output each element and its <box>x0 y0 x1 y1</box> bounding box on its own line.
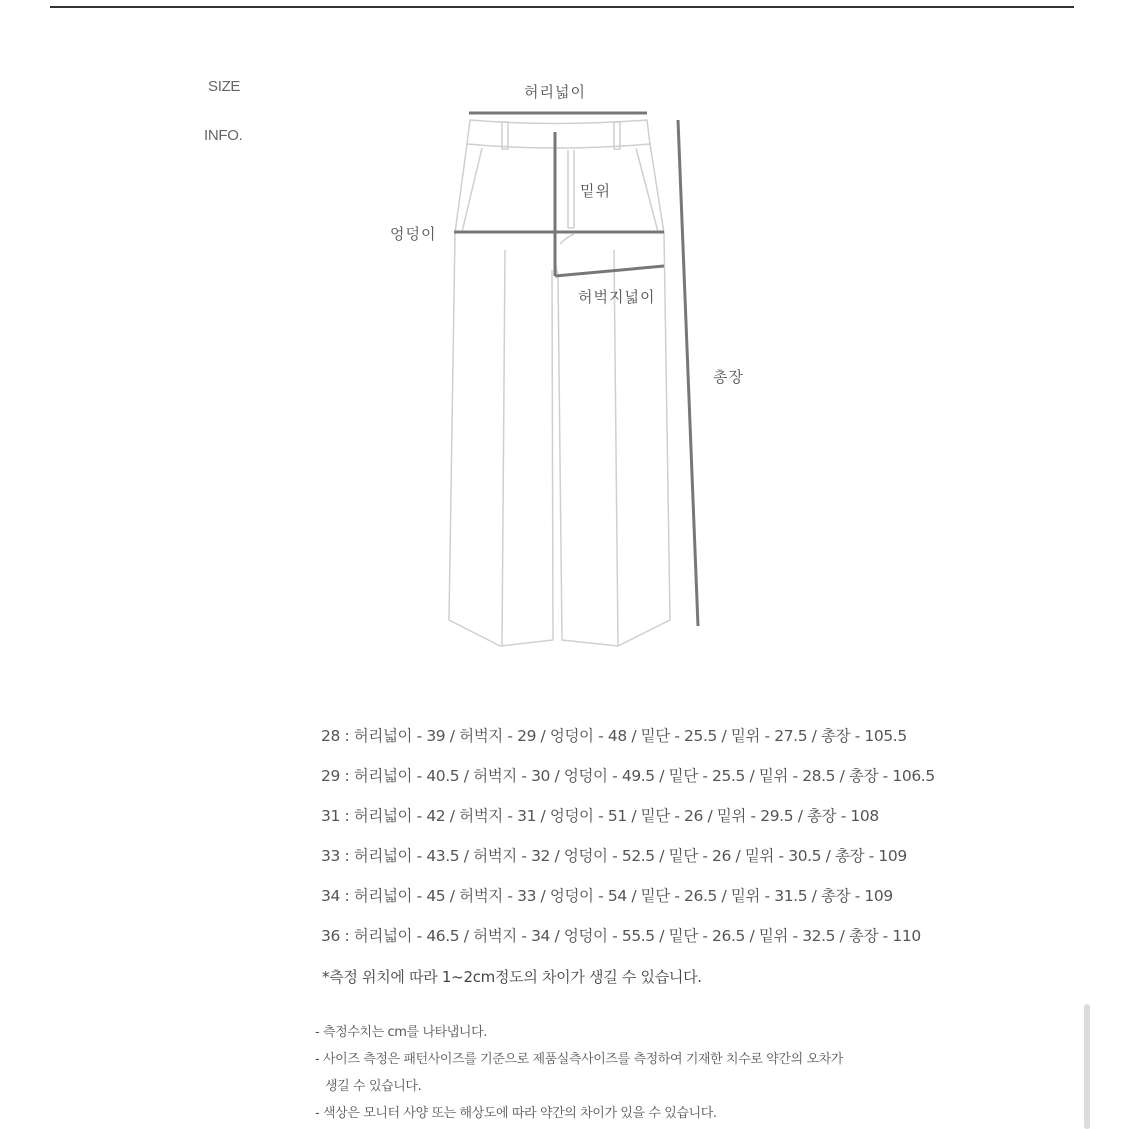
note-line-measure: - 사이즈 측정은 패턴사이즈를 기준으로 제품실측사이즈를 측정하여 기재한 치수로 약간의 오차가 <box>315 1052 843 1067</box>
note-line-measure-cont: 생길 수 있습니다. <box>325 1079 422 1094</box>
section-title-info: INFO. <box>204 127 243 144</box>
label-rise: 밑위 <box>580 182 611 200</box>
measurement-note: *측정 위치에 따라 1~2cm정도의 차이가 생길 수 있습니다. <box>322 968 702 986</box>
label-waist-width: 허리넓이 <box>524 83 586 101</box>
size-row-31: 31 : 허리넓이 - 42 / 허벅지 - 31 / 엉덩이 - 51 / 밑단 - 26 / 밑위 - 29.5 / 총장 - 108 <box>321 807 879 825</box>
size-row-28: 28 : 허리넓이 - 39 / 허벅지 - 29 / 엉덩이 - 48 / 밑단 - 25.5 / 밑위 - 27.5 / 총장 - 105.5 <box>321 727 907 745</box>
size-row-33: 33 : 허리넓이 - 43.5 / 허벅지 - 32 / 엉덩이 - 52.5 / 밑단 - 26 / 밑위 - 30.5 / 총장 - 109 <box>321 847 907 865</box>
size-table <box>321 726 935 966</box>
note-line-unit: - 측정수치는 cm를 나타냅니다. <box>315 1025 487 1040</box>
section-title-size: SIZE <box>208 78 241 95</box>
vertical-scrollbar[interactable] <box>1084 1004 1090 1129</box>
label-total-length: 총장 <box>713 368 744 386</box>
size-disclaimer-notes <box>315 1019 843 1127</box>
size-row-36: 36 : 허리넓이 - 46.5 / 허벅지 - 34 / 엉덩이 - 55.5 / 밑단 - 26.5 / 밑위 - 32.5 / 총장 - 110 <box>321 927 921 945</box>
size-row-29: 29 : 허리넓이 - 40.5 / 허벅지 - 30 / 엉덩이 - 49.5 / 밑단 - 25.5 / 밑위 - 28.5 / 총장 - 106.5 <box>321 767 935 785</box>
note-line-color: - 색상은 모니터 사양 또는 해상도에 따라 약간의 차이가 있을 수 있습니다. <box>315 1106 717 1121</box>
label-thigh-width: 허벅지넓이 <box>578 288 656 306</box>
label-hip: 엉덩이 <box>390 225 437 243</box>
size-row-34: 34 : 허리넓이 - 45 / 허벅지 - 33 / 엉덩이 - 54 / 밑단 - 26.5 / 밑위 - 31.5 / 총장 - 109 <box>321 887 893 905</box>
